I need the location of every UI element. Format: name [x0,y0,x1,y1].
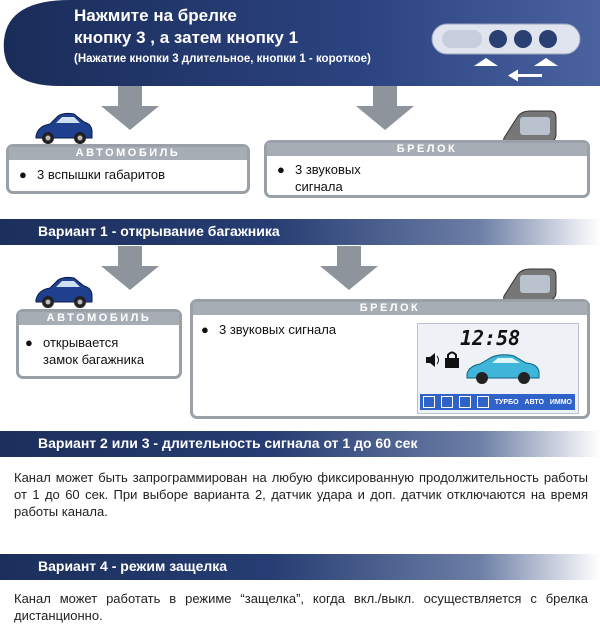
bullet-dot: ● [25,335,33,350]
car-icon [32,272,94,310]
header-title-line2: кнопку 3 , а затем кнопку 1 [74,28,299,47]
variant23-text: Канал может быть запрограммирован на любую фиксированную продолжительность работы от 1 до 60 сек. При выборе варианта 2, датчик удара и доп. датчик отключаются на время работы канала. [14,470,588,519]
down-arrow-right-2 [320,246,378,290]
fob-panel-step1 [264,140,590,198]
header-title-line1: Нажмите на брелке [74,6,237,25]
bullet-dot: ● [201,322,209,337]
variant4-title: Вариант 4 - режим защелка [38,558,228,574]
car-panel-step1 [6,144,250,194]
speaker-icon [424,352,440,373]
car-panel-variant1 [16,309,182,379]
lcd-car-icon [464,352,542,386]
panel-label: БРЕЛОК [193,302,587,315]
variant4-band [0,554,600,580]
variant4-text: Канал может работать в режиме “защелка”, когда вкл./выкл. осуществляется с брелка дистанционно. [14,591,588,623]
panel-label: АВТОМОБИЛЬ [19,312,179,325]
lcd-label-turbo: ТУРБО [494,398,519,406]
down-arrow-left-1 [101,86,159,130]
lcd-label-auto: АВТО [524,398,544,406]
shock-icon [459,396,471,408]
variant1-title: Вариант 1 - открывание багажника [38,223,280,239]
variant23-band [0,431,600,457]
down-arrow-left-2 [101,246,159,290]
lcd-icon-bar [420,394,575,410]
variant1-band [0,219,600,245]
bullet-text: 3 вспышки габаритов [37,167,165,182]
bullet-text: 3 звуковых сигнала [219,322,337,337]
fob-lcd-screen [417,323,579,414]
down-arrow-right-1 [356,86,414,130]
bullet-dot: ● [277,162,285,177]
bullet-text: открывается замок багажника [43,335,145,367]
lock-small-icon [441,396,453,408]
bullet-text: 3 звуковых сигнала [295,162,361,194]
fob-panel-variant1 [190,299,590,419]
tool-icon [423,396,435,408]
key-fob-icon [428,16,584,82]
lcd-label-immo: ИММО [549,398,572,406]
engine-icon [477,396,489,408]
panel-label: АВТОМОБИЛЬ [9,147,247,160]
header-note: (Нажатие кнопки 3 длительное, кнопки 1 - короткое) [74,53,371,65]
variant23-title: Вариант 2 или 3 - длительность сигнала от 1 до 60 сек [38,435,418,451]
lcd-time: 12:58 [460,326,521,350]
car-icon [32,108,94,146]
panel-label: БРЕЛОК [267,143,587,156]
lock-icon [444,351,460,374]
bullet-dot: ● [19,167,27,182]
header-banner [0,0,600,86]
